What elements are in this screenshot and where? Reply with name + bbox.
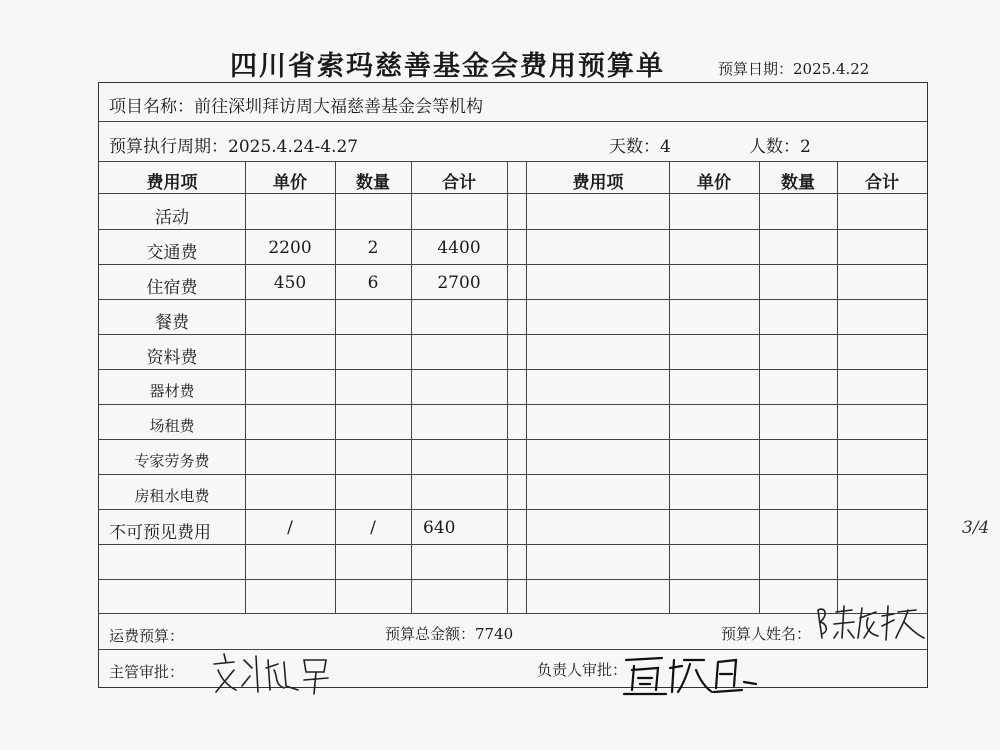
header-total-right: 合计 xyxy=(865,173,899,193)
row-divider xyxy=(99,193,927,194)
row-divider xyxy=(99,264,927,265)
row-divider xyxy=(99,439,927,440)
row-item: 资料费 xyxy=(146,348,198,368)
total-amount: 预算总金额：7740 xyxy=(385,625,514,643)
row-item: 餐费 xyxy=(155,313,189,333)
row-price: 450 xyxy=(273,273,307,293)
row-divider xyxy=(99,299,927,300)
row-item: 器材费 xyxy=(149,382,195,400)
header-price: 单价 xyxy=(273,173,307,193)
col-divider xyxy=(335,161,336,613)
header-item: 费用项 xyxy=(146,173,198,193)
row-price: 2200 xyxy=(268,238,312,258)
margin-note: 3/4 xyxy=(962,518,990,538)
row-price: / xyxy=(287,518,293,538)
header-total: 合计 xyxy=(442,173,476,193)
row-divider xyxy=(99,544,927,545)
preparer-signature xyxy=(812,598,930,646)
row-total: 2700 xyxy=(437,273,481,293)
row-item: 专家劳务费 xyxy=(134,452,210,470)
row-divider xyxy=(99,474,927,475)
row-divider xyxy=(99,613,927,614)
row-divider xyxy=(99,121,927,122)
execution-period: 预算执行周期：2025.4.24-4.27 xyxy=(109,137,359,157)
row-divider xyxy=(99,404,927,405)
shipping-budget: 运费预算： xyxy=(109,627,185,645)
col-divider xyxy=(837,161,838,613)
row-item: 房租水电费 xyxy=(134,487,210,505)
row-item: 活动 xyxy=(155,208,189,228)
col-divider xyxy=(526,161,527,613)
budget-date: 预算日期：2025.4.22 xyxy=(718,60,870,78)
supervisor-label: 主管审批： xyxy=(109,663,185,681)
row-divider xyxy=(99,369,927,370)
row-qty: / xyxy=(370,518,376,538)
col-divider xyxy=(507,161,508,613)
row-divider xyxy=(99,334,927,335)
row-qty: 6 xyxy=(367,273,379,293)
row-item: 住宿费 xyxy=(146,278,198,298)
row-divider xyxy=(99,161,927,162)
row-divider xyxy=(99,509,927,510)
row-total: 4400 xyxy=(437,238,481,258)
col-divider xyxy=(759,161,760,613)
row-divider xyxy=(99,579,927,580)
supervisor-signature xyxy=(208,650,332,696)
col-divider xyxy=(411,161,412,613)
header-qty-right: 数量 xyxy=(781,173,815,193)
row-total: 640 xyxy=(423,518,456,538)
preparer-label: 预算人姓名： xyxy=(721,625,812,643)
row-qty: 2 xyxy=(367,238,379,258)
responsible-signature xyxy=(620,650,760,700)
col-divider xyxy=(245,161,246,613)
project-name: 项目名称：前往深圳拜访周大福慈善基金会等机构 xyxy=(109,97,483,117)
row-item: 不可预见费用 xyxy=(109,523,211,543)
page-title: 四川省索玛慈善基金会费用预算单 xyxy=(230,51,665,82)
row-item: 场租费 xyxy=(149,417,195,435)
responsible-label: 负责人审批： xyxy=(537,661,628,679)
people-count: 人数：2 xyxy=(749,137,811,157)
budget-form xyxy=(98,82,928,688)
header-qty: 数量 xyxy=(356,173,390,193)
header-item-right: 费用项 xyxy=(572,173,624,193)
row-item: 交通费 xyxy=(146,243,198,263)
col-divider xyxy=(669,161,670,613)
header-price-right: 单价 xyxy=(697,173,731,193)
days-count: 天数：4 xyxy=(609,137,671,157)
row-divider xyxy=(99,229,927,230)
